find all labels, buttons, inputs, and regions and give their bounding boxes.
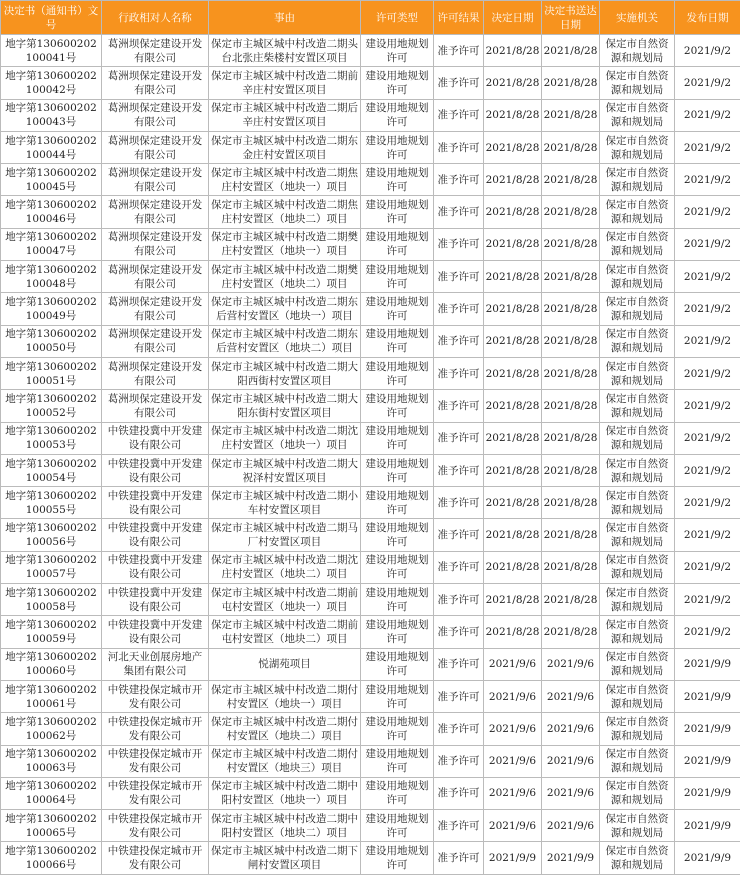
table-row: [1, 196, 740, 228]
publish-date-cell: 2021/9/2: [675, 228, 740, 260]
authority-cell: 保定市自然资源和规划局: [600, 842, 675, 874]
permit-result-cell: 准予许可: [434, 422, 484, 454]
permit-result-cell: 准予许可: [434, 648, 484, 680]
counterparty-cell: 中铁建投冀中开发建设有限公司: [102, 616, 209, 648]
decision-date-cell: 2021/8/28: [484, 551, 542, 583]
permit-type-cell: 建设用地规划许可: [361, 67, 434, 99]
matter-cell: 保定市主城区城中村改造二期付村安置区（地块一）项目: [209, 680, 361, 712]
table-row: [1, 810, 740, 842]
authority-cell: 保定市自然资源和规划局: [600, 551, 675, 583]
publish-date-cell: 2021/9/2: [675, 551, 740, 583]
matter-cell: 保定市主城区城中村改造二期樊庄村安置区（地块二）项目: [209, 261, 361, 293]
authority-cell: 保定市自然资源和规划局: [600, 293, 675, 325]
table-row: [1, 325, 740, 357]
decision-date-cell: 2021/8/28: [484, 357, 542, 389]
authority-cell: 保定市自然资源和规划局: [600, 616, 675, 648]
authority-cell: 保定市自然资源和规划局: [600, 810, 675, 842]
doc-number-cell: 地字第130600202100049号: [1, 293, 102, 325]
permit-type-cell: 建设用地规划许可: [361, 519, 434, 551]
header-permit-result: 许可结果: [434, 1, 484, 35]
delivery-date-cell: 2021/8/28: [542, 551, 600, 583]
counterparty-cell: 中铁建投冀中开发建设有限公司: [102, 454, 209, 486]
matter-cell: 保定市主城区城中村改造二期下闸村安置区项目: [209, 842, 361, 874]
counterparty-cell: 中铁建投冀中开发建设有限公司: [102, 551, 209, 583]
matter-cell: 保定市主城区城中村改造二期樊庄村安置区（地块一）项目: [209, 228, 361, 260]
counterparty-cell: 河北天业创展房地产集团有限公司: [102, 648, 209, 680]
header-publish-date: 发布日期: [675, 1, 740, 35]
permit-type-cell: 建设用地规划许可: [361, 390, 434, 422]
decision-date-cell: 2021/9/6: [484, 713, 542, 745]
permit-type-cell: 建设用地规划许可: [361, 422, 434, 454]
authority-cell: 保定市自然资源和规划局: [600, 745, 675, 777]
matter-cell: 保定市主城区城中村改造二期大阳西街村安置区项目: [209, 357, 361, 389]
delivery-date-cell: 2021/8/28: [542, 67, 600, 99]
doc-number-cell: 地字第130600202100055号: [1, 487, 102, 519]
delivery-date-cell: 2021/8/28: [542, 519, 600, 551]
counterparty-cell: 葛洲坝保定建设开发有限公司: [102, 357, 209, 389]
permit-result-cell: 准予许可: [434, 842, 484, 874]
table-body: [1, 35, 740, 875]
permit-result-cell: 准予许可: [434, 584, 484, 616]
header-delivery-date: 决定书送达日期: [542, 1, 600, 35]
decision-date-cell: 2021/9/6: [484, 810, 542, 842]
doc-number-cell: 地字第130600202100046号: [1, 196, 102, 228]
decision-date-cell: 2021/8/28: [484, 584, 542, 616]
doc-number-cell: 地字第130600202100059号: [1, 616, 102, 648]
publish-date-cell: 2021/9/2: [675, 357, 740, 389]
delivery-date-cell: 2021/8/28: [542, 293, 600, 325]
counterparty-cell: 葛洲坝保定建设开发有限公司: [102, 228, 209, 260]
publish-date-cell: 2021/9/2: [675, 261, 740, 293]
decision-date-cell: 2021/8/28: [484, 454, 542, 486]
matter-cell: 保定市主城区城中村改造二期付村安置区（地块三）项目: [209, 745, 361, 777]
permit-type-cell: 建设用地规划许可: [361, 99, 434, 131]
publish-date-cell: 2021/9/9: [675, 745, 740, 777]
permit-result-cell: 准予许可: [434, 680, 484, 712]
delivery-date-cell: 2021/9/6: [542, 713, 600, 745]
permit-result-cell: 准予许可: [434, 325, 484, 357]
counterparty-cell: 中铁建投保定城市开发有限公司: [102, 777, 209, 809]
permit-result-cell: 准予许可: [434, 164, 484, 196]
delivery-date-cell: 2021/8/28: [542, 454, 600, 486]
counterparty-cell: 葛洲坝保定建设开发有限公司: [102, 164, 209, 196]
permit-result-cell: 准予许可: [434, 228, 484, 260]
permit-type-cell: 建设用地规划许可: [361, 293, 434, 325]
authority-cell: 保定市自然资源和规划局: [600, 584, 675, 616]
counterparty-cell: 葛洲坝保定建设开发有限公司: [102, 99, 209, 131]
delivery-date-cell: 2021/8/28: [542, 99, 600, 131]
decision-date-cell: 2021/8/28: [484, 261, 542, 293]
permit-result-cell: 准予许可: [434, 35, 484, 67]
delivery-date-cell: 2021/9/9: [542, 842, 600, 874]
matter-cell: 保定市主城区城中村改造二期大阳东街村安置区项目: [209, 390, 361, 422]
table-row: [1, 293, 740, 325]
permit-result-cell: 准予许可: [434, 454, 484, 486]
delivery-date-cell: 2021/8/28: [542, 35, 600, 67]
table-row: [1, 422, 740, 454]
decision-date-cell: 2021/8/28: [484, 131, 542, 163]
permit-type-cell: 建设用地规划许可: [361, 713, 434, 745]
doc-number-cell: 地字第130600202100064号: [1, 777, 102, 809]
publish-date-cell: 2021/9/2: [675, 293, 740, 325]
counterparty-cell: 葛洲坝保定建设开发有限公司: [102, 35, 209, 67]
counterparty-cell: 葛洲坝保定建设开发有限公司: [102, 261, 209, 293]
authority-cell: 保定市自然资源和规划局: [600, 261, 675, 293]
counterparty-cell: 葛洲坝保定建设开发有限公司: [102, 131, 209, 163]
authority-cell: 保定市自然资源和规划局: [600, 196, 675, 228]
counterparty-cell: 中铁建投保定城市开发有限公司: [102, 810, 209, 842]
counterparty-cell: 葛洲坝保定建设开发有限公司: [102, 293, 209, 325]
publish-date-cell: 2021/9/2: [675, 131, 740, 163]
doc-number-cell: 地字第130600202100057号: [1, 551, 102, 583]
table-row: [1, 357, 740, 389]
matter-cell: 保定市主城区城中村改造二期焦庄村安置区（地块一）项目: [209, 164, 361, 196]
header-matter: 事由: [209, 1, 361, 35]
delivery-date-cell: 2021/9/6: [542, 680, 600, 712]
authority-cell: 保定市自然资源和规划局: [600, 390, 675, 422]
matter-cell: 保定市主城区城中村改造二期中阳村安置区（地块二）项目: [209, 810, 361, 842]
table-row: [1, 35, 740, 67]
publish-date-cell: 2021/9/2: [675, 325, 740, 357]
permit-result-cell: 准予许可: [434, 390, 484, 422]
doc-number-cell: 地字第130600202100048号: [1, 261, 102, 293]
matter-cell: 保定市主城区城中村改造二期头台北张庄柴楼村安置区项目: [209, 35, 361, 67]
table-row: [1, 67, 740, 99]
matter-cell: 保定市主城区城中村改造二期马厂村安置区项目: [209, 519, 361, 551]
matter-cell: 保定市主城区城中村改造二期后辛庄村安置区项目: [209, 99, 361, 131]
permit-type-cell: 建设用地规划许可: [361, 842, 434, 874]
table-row: [1, 454, 740, 486]
doc-number-cell: 地字第130600202100051号: [1, 357, 102, 389]
permit-result-cell: 准予许可: [434, 67, 484, 99]
permit-type-cell: 建设用地规划许可: [361, 680, 434, 712]
authority-cell: 保定市自然资源和规划局: [600, 454, 675, 486]
doc-number-cell: 地字第130600202100060号: [1, 648, 102, 680]
permit-result-cell: 准予许可: [434, 810, 484, 842]
table-header-row: [1, 1, 740, 35]
permit-type-cell: 建设用地规划许可: [361, 196, 434, 228]
publish-date-cell: 2021/9/2: [675, 616, 740, 648]
decision-date-cell: 2021/9/6: [484, 680, 542, 712]
table-row: [1, 164, 740, 196]
table-row: [1, 745, 740, 777]
doc-number-cell: 地字第130600202100065号: [1, 810, 102, 842]
header-counterparty: 行政相对人名称: [102, 1, 209, 35]
publish-date-cell: 2021/9/2: [675, 196, 740, 228]
permit-type-cell: 建设用地规划许可: [361, 745, 434, 777]
decision-date-cell: 2021/9/6: [484, 777, 542, 809]
permit-type-cell: 建设用地规划许可: [361, 357, 434, 389]
header-permit-type: 许可类型: [361, 1, 434, 35]
matter-cell: 保定市主城区城中村改造二期沈庄村安置区（地块一）项目: [209, 422, 361, 454]
permit-result-cell: 准予许可: [434, 551, 484, 583]
permit-type-cell: 建设用地规划许可: [361, 325, 434, 357]
doc-number-cell: 地字第130600202100061号: [1, 680, 102, 712]
doc-number-cell: 地字第130600202100043号: [1, 99, 102, 131]
table-row: [1, 648, 740, 680]
matter-cell: 保定市主城区城中村改造二期焦庄村安置区（地块二）项目: [209, 196, 361, 228]
permit-result-cell: 准予许可: [434, 519, 484, 551]
publish-date-cell: 2021/9/2: [675, 164, 740, 196]
decision-date-cell: 2021/8/28: [484, 67, 542, 99]
counterparty-cell: 葛洲坝保定建设开发有限公司: [102, 325, 209, 357]
doc-number-cell: 地字第130600202100066号: [1, 842, 102, 874]
permit-result-cell: 准予许可: [434, 616, 484, 648]
publish-date-cell: 2021/9/9: [675, 713, 740, 745]
delivery-date-cell: 2021/9/6: [542, 648, 600, 680]
delivery-date-cell: 2021/8/28: [542, 616, 600, 648]
permit-result-cell: 准予许可: [434, 261, 484, 293]
matter-cell: 悦湖苑项目: [209, 648, 361, 680]
decision-date-cell: 2021/8/28: [484, 196, 542, 228]
authority-cell: 保定市自然资源和规划局: [600, 164, 675, 196]
publish-date-cell: 2021/9/9: [675, 842, 740, 874]
decision-date-cell: 2021/8/28: [484, 164, 542, 196]
permit-result-cell: 准予许可: [434, 357, 484, 389]
publish-date-cell: 2021/9/2: [675, 584, 740, 616]
matter-cell: 保定市主城区城中村改造二期前辛庄村安置区项目: [209, 67, 361, 99]
counterparty-cell: 葛洲坝保定建设开发有限公司: [102, 196, 209, 228]
permit-type-cell: 建设用地规划许可: [361, 810, 434, 842]
publish-date-cell: 2021/9/2: [675, 422, 740, 454]
authority-cell: 保定市自然资源和规划局: [600, 422, 675, 454]
table-row: [1, 487, 740, 519]
permit-result-cell: 准予许可: [434, 777, 484, 809]
decision-date-cell: 2021/8/28: [484, 99, 542, 131]
authority-cell: 保定市自然资源和规划局: [600, 228, 675, 260]
doc-number-cell: 地字第130600202100050号: [1, 325, 102, 357]
matter-cell: 保定市主城区城中村改造二期沈庄村安置区（地块二）项目: [209, 551, 361, 583]
delivery-date-cell: 2021/8/28: [542, 325, 600, 357]
matter-cell: 保定市主城区城中村改造二期付村安置区（地块二）项目: [209, 713, 361, 745]
decision-date-cell: 2021/8/28: [484, 293, 542, 325]
header-doc-number: 决定书（通知书）文号: [1, 1, 102, 35]
table-row: [1, 99, 740, 131]
permit-type-cell: 建设用地规划许可: [361, 648, 434, 680]
decision-date-cell: 2021/8/28: [484, 616, 542, 648]
delivery-date-cell: 2021/9/6: [542, 745, 600, 777]
doc-number-cell: 地字第130600202100047号: [1, 228, 102, 260]
table-row: [1, 519, 740, 551]
counterparty-cell: 中铁建投冀中开发建设有限公司: [102, 519, 209, 551]
doc-number-cell: 地字第130600202100056号: [1, 519, 102, 551]
counterparty-cell: 中铁建投冀中开发建设有限公司: [102, 584, 209, 616]
counterparty-cell: 中铁建投冀中开发建设有限公司: [102, 422, 209, 454]
authority-cell: 保定市自然资源和规划局: [600, 67, 675, 99]
table-row: [1, 551, 740, 583]
decision-date-cell: 2021/8/28: [484, 35, 542, 67]
counterparty-cell: 中铁建投保定城市开发有限公司: [102, 713, 209, 745]
doc-number-cell: 地字第130600202100063号: [1, 745, 102, 777]
delivery-date-cell: 2021/8/28: [542, 487, 600, 519]
matter-cell: 保定市主城区城中村改造二期大祝泽村安置区项目: [209, 454, 361, 486]
permit-type-cell: 建设用地规划许可: [361, 551, 434, 583]
counterparty-cell: 中铁建投冀中开发建设有限公司: [102, 487, 209, 519]
doc-number-cell: 地字第130600202100045号: [1, 164, 102, 196]
publish-date-cell: 2021/9/2: [675, 519, 740, 551]
authority-cell: 保定市自然资源和规划局: [600, 777, 675, 809]
permit-type-cell: 建设用地规划许可: [361, 131, 434, 163]
delivery-date-cell: 2021/8/28: [542, 357, 600, 389]
matter-cell: 保定市主城区城中村改造二期小车村安置区项目: [209, 487, 361, 519]
table-row: [1, 842, 740, 874]
counterparty-cell: 中铁建投保定城市开发有限公司: [102, 842, 209, 874]
permit-type-cell: 建设用地规划许可: [361, 35, 434, 67]
doc-number-cell: 地字第130600202100042号: [1, 67, 102, 99]
counterparty-cell: 中铁建投保定城市开发有限公司: [102, 680, 209, 712]
decision-date-cell: 2021/9/9: [484, 842, 542, 874]
table-row: [1, 228, 740, 260]
counterparty-cell: 葛洲坝保定建设开发有限公司: [102, 390, 209, 422]
decision-date-cell: 2021/8/28: [484, 422, 542, 454]
table-row: [1, 261, 740, 293]
publish-date-cell: 2021/9/2: [675, 99, 740, 131]
publish-date-cell: 2021/9/9: [675, 777, 740, 809]
delivery-date-cell: 2021/8/28: [542, 584, 600, 616]
table-row: [1, 131, 740, 163]
permit-type-cell: 建设用地规划许可: [361, 487, 434, 519]
publish-date-cell: 2021/9/2: [675, 390, 740, 422]
publish-date-cell: 2021/9/2: [675, 454, 740, 486]
permit-type-cell: 建设用地规划许可: [361, 454, 434, 486]
doc-number-cell: 地字第130600202100053号: [1, 422, 102, 454]
header-authority: 实施机关: [600, 1, 675, 35]
authority-cell: 保定市自然资源和规划局: [600, 357, 675, 389]
authority-cell: 保定市自然资源和规划局: [600, 131, 675, 163]
table-row: [1, 616, 740, 648]
publish-date-cell: 2021/9/9: [675, 680, 740, 712]
permit-result-cell: 准予许可: [434, 745, 484, 777]
counterparty-cell: 中铁建投保定城市开发有限公司: [102, 745, 209, 777]
doc-number-cell: 地字第130600202100041号: [1, 35, 102, 67]
table-row: [1, 777, 740, 809]
authority-cell: 保定市自然资源和规划局: [600, 35, 675, 67]
table-row: [1, 390, 740, 422]
permit-type-cell: 建设用地规划许可: [361, 228, 434, 260]
permit-type-cell: 建设用地规划许可: [361, 164, 434, 196]
permit-type-cell: 建设用地规划许可: [361, 261, 434, 293]
decision-date-cell: 2021/8/28: [484, 325, 542, 357]
publish-date-cell: 2021/9/9: [675, 810, 740, 842]
decision-date-cell: 2021/8/28: [484, 519, 542, 551]
doc-number-cell: 地字第130600202100052号: [1, 390, 102, 422]
publish-date-cell: 2021/9/2: [675, 35, 740, 67]
table-row: [1, 680, 740, 712]
decision-date-cell: 2021/8/28: [484, 390, 542, 422]
matter-cell: 保定市主城区城中村改造二期东金庄村安置区项目: [209, 131, 361, 163]
delivery-date-cell: 2021/9/6: [542, 777, 600, 809]
doc-number-cell: 地字第130600202100058号: [1, 584, 102, 616]
authority-cell: 保定市自然资源和规划局: [600, 99, 675, 131]
authority-cell: 保定市自然资源和规划局: [600, 325, 675, 357]
matter-cell: 保定市主城区城中村改造二期前屯村安置区（地块一）项目: [209, 584, 361, 616]
publish-date-cell: 2021/9/2: [675, 487, 740, 519]
permit-result-cell: 准予许可: [434, 131, 484, 163]
permit-result-cell: 准予许可: [434, 99, 484, 131]
decision-date-cell: 2021/9/6: [484, 648, 542, 680]
decision-date-cell: 2021/8/28: [484, 487, 542, 519]
counterparty-cell: 葛洲坝保定建设开发有限公司: [102, 67, 209, 99]
authority-cell: 保定市自然资源和规划局: [600, 519, 675, 551]
permit-result-cell: 准予许可: [434, 487, 484, 519]
authority-cell: 保定市自然资源和规划局: [600, 648, 675, 680]
authority-cell: 保定市自然资源和规划局: [600, 680, 675, 712]
publish-date-cell: 2021/9/2: [675, 67, 740, 99]
delivery-date-cell: 2021/9/6: [542, 810, 600, 842]
doc-number-cell: 地字第130600202100054号: [1, 454, 102, 486]
delivery-date-cell: 2021/8/28: [542, 228, 600, 260]
doc-number-cell: 地字第130600202100062号: [1, 713, 102, 745]
matter-cell: 保定市主城区城中村改造二期东后营村安置区（地块二）项目: [209, 325, 361, 357]
delivery-date-cell: 2021/8/28: [542, 131, 600, 163]
delivery-date-cell: 2021/8/28: [542, 164, 600, 196]
header-decision-date: 决定日期: [484, 1, 542, 35]
decision-date-cell: 2021/9/6: [484, 745, 542, 777]
matter-cell: 保定市主城区城中村改造二期中阳村安置区（地块一）项目: [209, 777, 361, 809]
permit-result-cell: 准予许可: [434, 196, 484, 228]
authority-cell: 保定市自然资源和规划局: [600, 487, 675, 519]
delivery-date-cell: 2021/8/28: [542, 196, 600, 228]
decision-date-cell: 2021/8/28: [484, 228, 542, 260]
permit-result-cell: 准予许可: [434, 713, 484, 745]
delivery-date-cell: 2021/8/28: [542, 261, 600, 293]
table-row: [1, 584, 740, 616]
permit-type-cell: 建设用地规划许可: [361, 584, 434, 616]
doc-number-cell: 地字第130600202100044号: [1, 131, 102, 163]
matter-cell: 保定市主城区城中村改造二期东后营村安置区（地块一）项目: [209, 293, 361, 325]
permit-type-cell: 建设用地规划许可: [361, 616, 434, 648]
authority-cell: 保定市自然资源和规划局: [600, 713, 675, 745]
publish-date-cell: 2021/9/9: [675, 648, 740, 680]
table-row: [1, 713, 740, 745]
permit-type-cell: 建设用地规划许可: [361, 777, 434, 809]
matter-cell: 保定市主城区城中村改造二期前屯村安置区（地块二）项目: [209, 616, 361, 648]
permit-result-cell: 准予许可: [434, 293, 484, 325]
delivery-date-cell: 2021/8/28: [542, 422, 600, 454]
delivery-date-cell: 2021/8/28: [542, 390, 600, 422]
